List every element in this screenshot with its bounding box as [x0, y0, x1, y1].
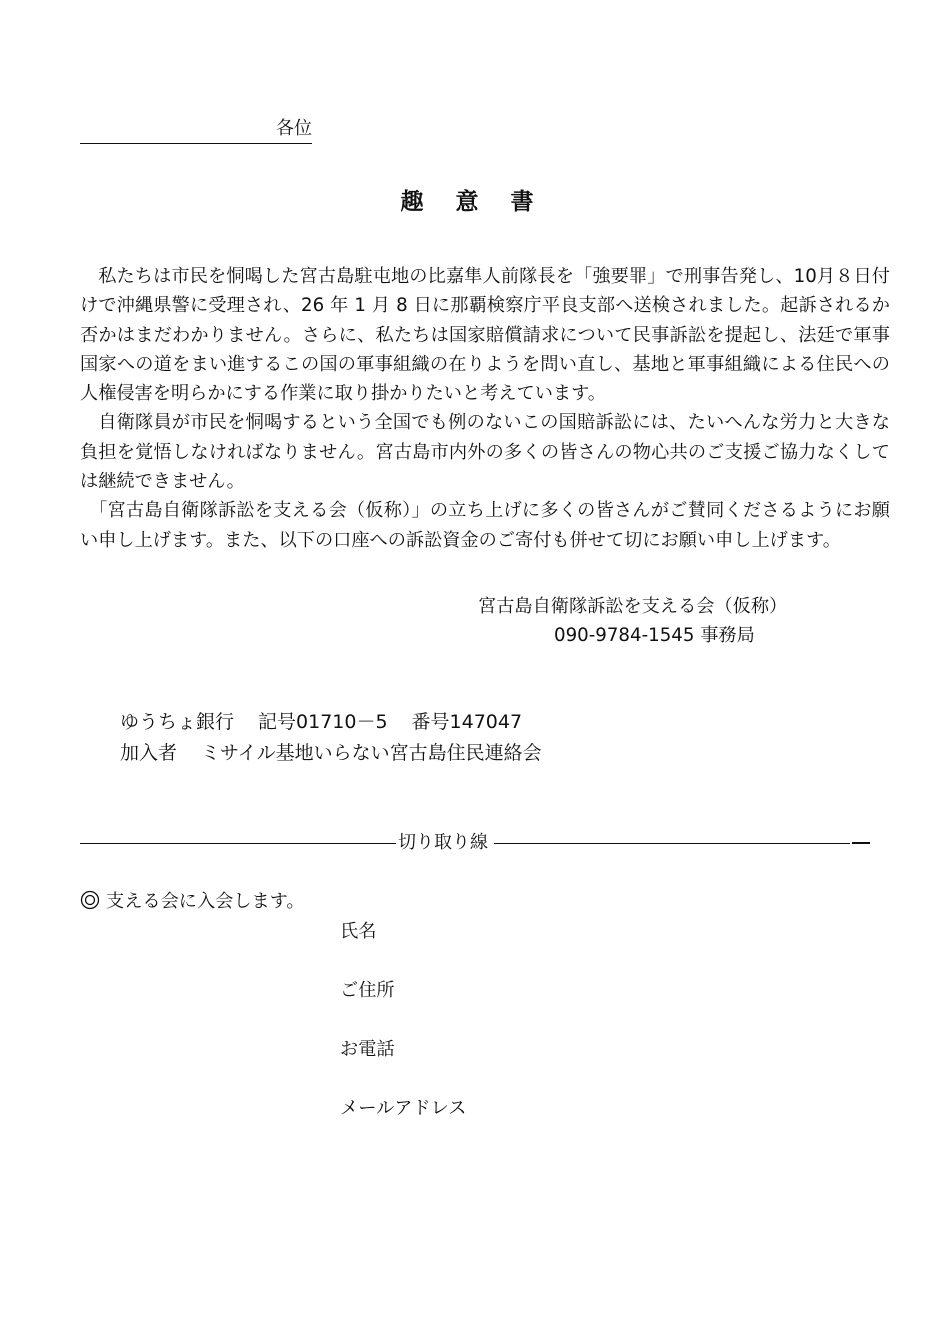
account-holder-line: [120, 738, 542, 768]
bank-number: 番号147047: [411, 711, 523, 733]
document-title: 趣 意 書: [400, 189, 546, 215]
double-circle-icon: [80, 890, 100, 910]
cut-line-label: 切り取り線: [398, 832, 488, 853]
join-statement-row: [80, 888, 305, 916]
cut-line: [80, 829, 870, 857]
account-holder-label: 加入者: [120, 742, 178, 764]
email-field-label: メールアドレス: [340, 1098, 467, 1119]
address-field-label: ご住所: [340, 980, 395, 1001]
addressee: [80, 115, 312, 144]
cut-line-rule-right: [494, 843, 850, 844]
organization-contact: 090-9784-1545 事務局: [554, 625, 755, 646]
bank-name: ゆうちょ銀行: [120, 711, 235, 733]
paragraph-3: 「宮古島自衛隊訴訟を支える会（仮称）」の立ち上げに多くの皆さんがご賛同くださるようにお願い申し上げます。また、以下の口座への訴訟資金のご寄付も併せて切にお願い申し上げます。: [80, 500, 890, 551]
paragraph-1: 私たちは市民を恫喝した宮古島駐屯地の比嘉隼人前隊長を「強要罪」で刑事告発し、10月８日付けで沖縄県警に受理され、26 年 1 月 8 日に那覇検察庁平良支部へ送検されました。起訴されるか否かはまだわかりません。さらに、私たちは国家賠償請求について民事訴訟を提起し、法廷で軍事国家への道をまい進するこの国の軍事組織の在りようを問い直し、基地と軍事組織による住民への人権侵害を明らかにする作業に取り掛かりたいと考えています。: [80, 266, 890, 405]
paragraph-2: 自衛隊員が市民を恫喝するという全国でも例のないこの国賠訴訟には、たいへんな労力と大きな負担を覚悟しなければなりません。宮古島市内外の多くの皆さんの物心共のご支援ご協力なくしては継続できません。: [80, 412, 890, 493]
cut-line-rule-left: [80, 843, 396, 844]
cut-line-rule-tail: [852, 842, 870, 844]
name-field-label: 氏名: [340, 921, 377, 942]
bank-account-line: [120, 707, 522, 737]
addressee-text: 各位: [276, 118, 312, 139]
organization-name: 宮古島自衛隊訴訟を支える会（仮称）: [478, 596, 788, 617]
account-holder-name: ミサイル基地いらない宮古島住民連絡会: [201, 742, 542, 764]
bank-symbol: 記号01710－5: [258, 711, 388, 733]
phone-field-label: お電話: [340, 1039, 395, 1060]
body-text: [80, 262, 890, 555]
join-statement: 支える会に入会します。: [106, 891, 305, 912]
